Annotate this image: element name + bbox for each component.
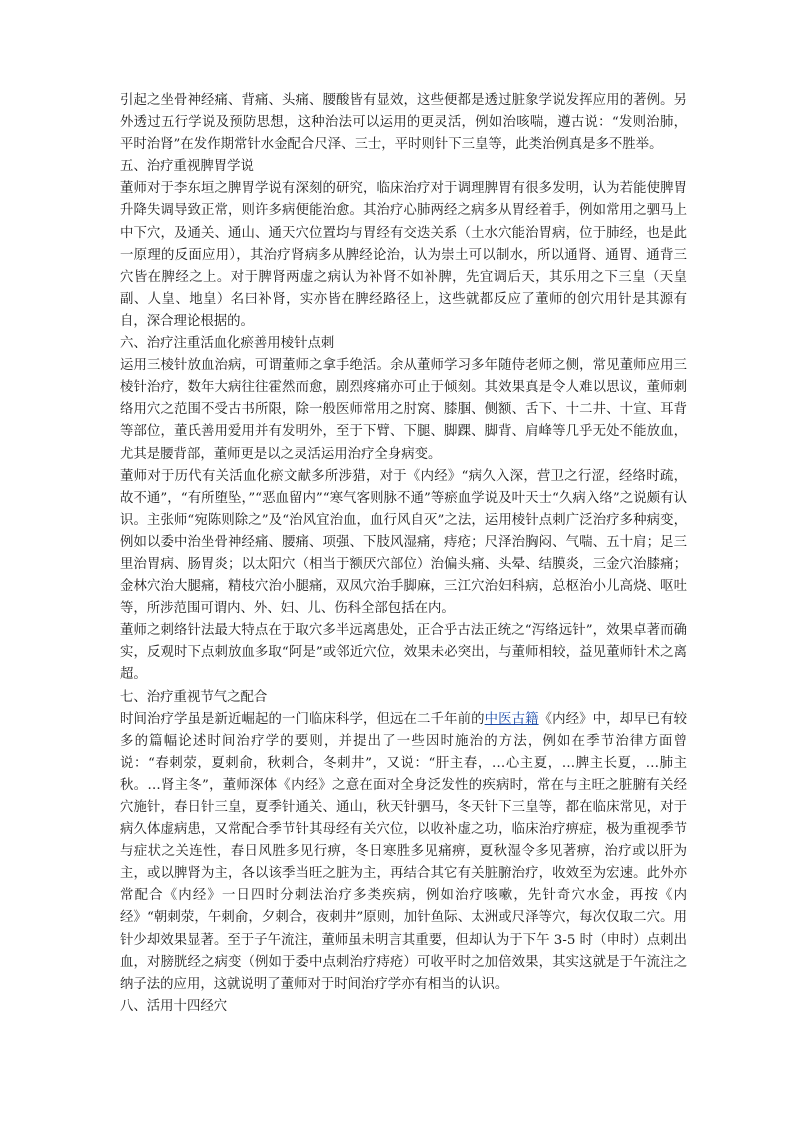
chronotherapy-text-start: 时间治疗学虽是新近崛起的一门临床科学，但远在二千年前的 [120, 711, 485, 727]
document-body [120, 90, 687, 1018]
paragraph-zangxiang-examples: 引起之坐骨神经痛、背痛、头痛、腰酸皆有显效，这些便都是透过脏象学说发挥应用的著例。另外透过五行学说及预防思想，这种治法可以运用的更灵活，例如治咳喘，遵古说：“发则治肺，平时治肾”在发作期常针水金配合尺泽、三士，平时则针下三皇等，此类治例真是多不胜举。 [120, 93, 687, 153]
paragraph-bloodletting: 运用三棱针放血治病，可谓董师之拿手绝活。余从董师学习多年随侍老师之侧，常见董师应用三棱针治疗，数年大病往往霍然而愈，剧烈疼痛亦可止于倾刻。其效果真是令人难以思议，董师刺络用穴之范围不受古书所限，除一般医师常用之肘窝、膝腘、侧额、舌下、十二井、十宣、耳背等部位，董氏善用爱用并有发明外，至于下臂、下腿、脚踝、脚背、肩峰等几乎无处不能放血，尤其是腰背部，董师更是以之灵活运用治疗全身病变。 [120, 358, 687, 462]
chronotherapy-text-rest: 《内经》中，却早已有较多的篇幅论述时间治疗学的要则，并提出了一些因时施治的方法，例如在季节治律方面曾说：“春刺荥，夏刺俞，秋刺合，冬刺井”，又说：“肝主春，…心主夏，…脾主长夏，…肺主秋。…肾主冬”，董师深体《内经》之意在面对全身泛发性的疾病时，常在与主旺之脏腑有关经穴施针，春日针三皇，夏季针通关、通山，秋天针驷马，冬天针下三皇等，都在临床常见，对于病久体虚病患，又常配合季节针其母经有关穴位，以收补虚之功，临床治疗痹症，极为重视季节与症状之关连性，春日风胜多见行痹，冬日寒胜多见痛痹，夏秋湿令多见著痹，治疗或以肝为主，或以脾肾为主，各以该季当旺之脏为主，再结合其它有关脏腑治疗，收效至为宏速。此外亦常配合《内经》一日四时分刺法治疗多类疾病，例如治疗咳嗽，先针奇穴水金，再按《内经》“朝刺荥，午刺俞，夕刺合，夜刺井”原则，加针鱼际、太洲或尺泽等穴，每次仅取二穴。用针少却效果显著。至于子午流注，董师虽未明言其重要，但却认为于下午 3-5 时（申时）点刺出血，对膀胱经之病变（例如于委中点刺治疗痔疮）可收平时之加倍效果，其实这就是于午流注之纳子法的应用，这就说明了董师对于时间治疗学亦有相当的认识。 [120, 711, 688, 992]
paragraph-distal-needling: 董师之刺络针法最大特点在于取穴多半远离患处，正合乎古法正统之“泻络远针”，效果卓著而确实，反观时下点刺放血多取“阿是”或邻近穴位，效果未必突出，与董师相较，益见董师针术之离超。 [120, 623, 687, 683]
paragraph-chronotherapy [120, 709, 687, 996]
paragraph-blood-stasis: 董师对于历代有关活血化瘀文献多所涉猎，对于《内经》“病久入深，营卫之行涩，经络时疏，故不通”，“有所堕坠，”“恶血留内”“寒气客则脉不通”等瘀血学说及叶天士“久病入络”之说颇有认识。主张师“宛陈则除之”及“治风宜治血，血行风自灭”之法，运用棱针点刺广泛治疗多种病变，例如以委中治坐骨神经痛、腰痛、项强、下肢风湿痛，痔疮；尺泽治胸闷、气喘、五十肩；足三里治胃病、肠胃炎；以太阳穴（相当于额厌穴部位）治偏头痛、头晕、结膜炎，三金穴治膝痛；金林穴治大腿痛，精枝穴治小腿痛，双凤穴治手脚麻，三江穴治妇科病，总枢治小儿高烧、呕吐等，所涉范围可谓内、外、妇、儿、伤科全部包括在内。 [120, 468, 687, 617]
section-heading-7: 七、治疗重视节气之配合 [120, 689, 268, 705]
section-heading-6: 六、治疗注重活血化瘀善用棱针点刺 [120, 336, 335, 352]
section-heading-8: 八、活用十四经穴 [120, 998, 228, 1014]
section-heading-5: 五、治疗重视脾胃学说 [120, 159, 254, 175]
paragraph-spleen-stomach: 董师对于李东垣之脾胃学说有深刻的研究，临床治疗对于调理脾胃有很多发明，认为若能使脾胃升降失调导致正常，则许多病便能治愈。其治疗心肺两经之病多从胃经着手，例如常用之驷马上中下穴，及通关、通山、通天穴位置均与胃经有交迭关系（土水穴能治胃病，位于肺经，也是此一原理的反面应用），其治疗肾病多从脾经论治，认为崇土可以制水，所以通肾、通胃、通背三穴皆在脾经之上。对于脾肾两虚之病认为补肾不如补脾，先宜调后天，其乐用之下三皇（天皇副、人皇、地皇）名曰补肾，实亦皆在脾经路径上，这些就都反应了董师的创穴用针是其源有自，深合理论根据的。 [120, 181, 687, 329]
classic-texts-link[interactable]: 中医古籍 [484, 711, 539, 727]
